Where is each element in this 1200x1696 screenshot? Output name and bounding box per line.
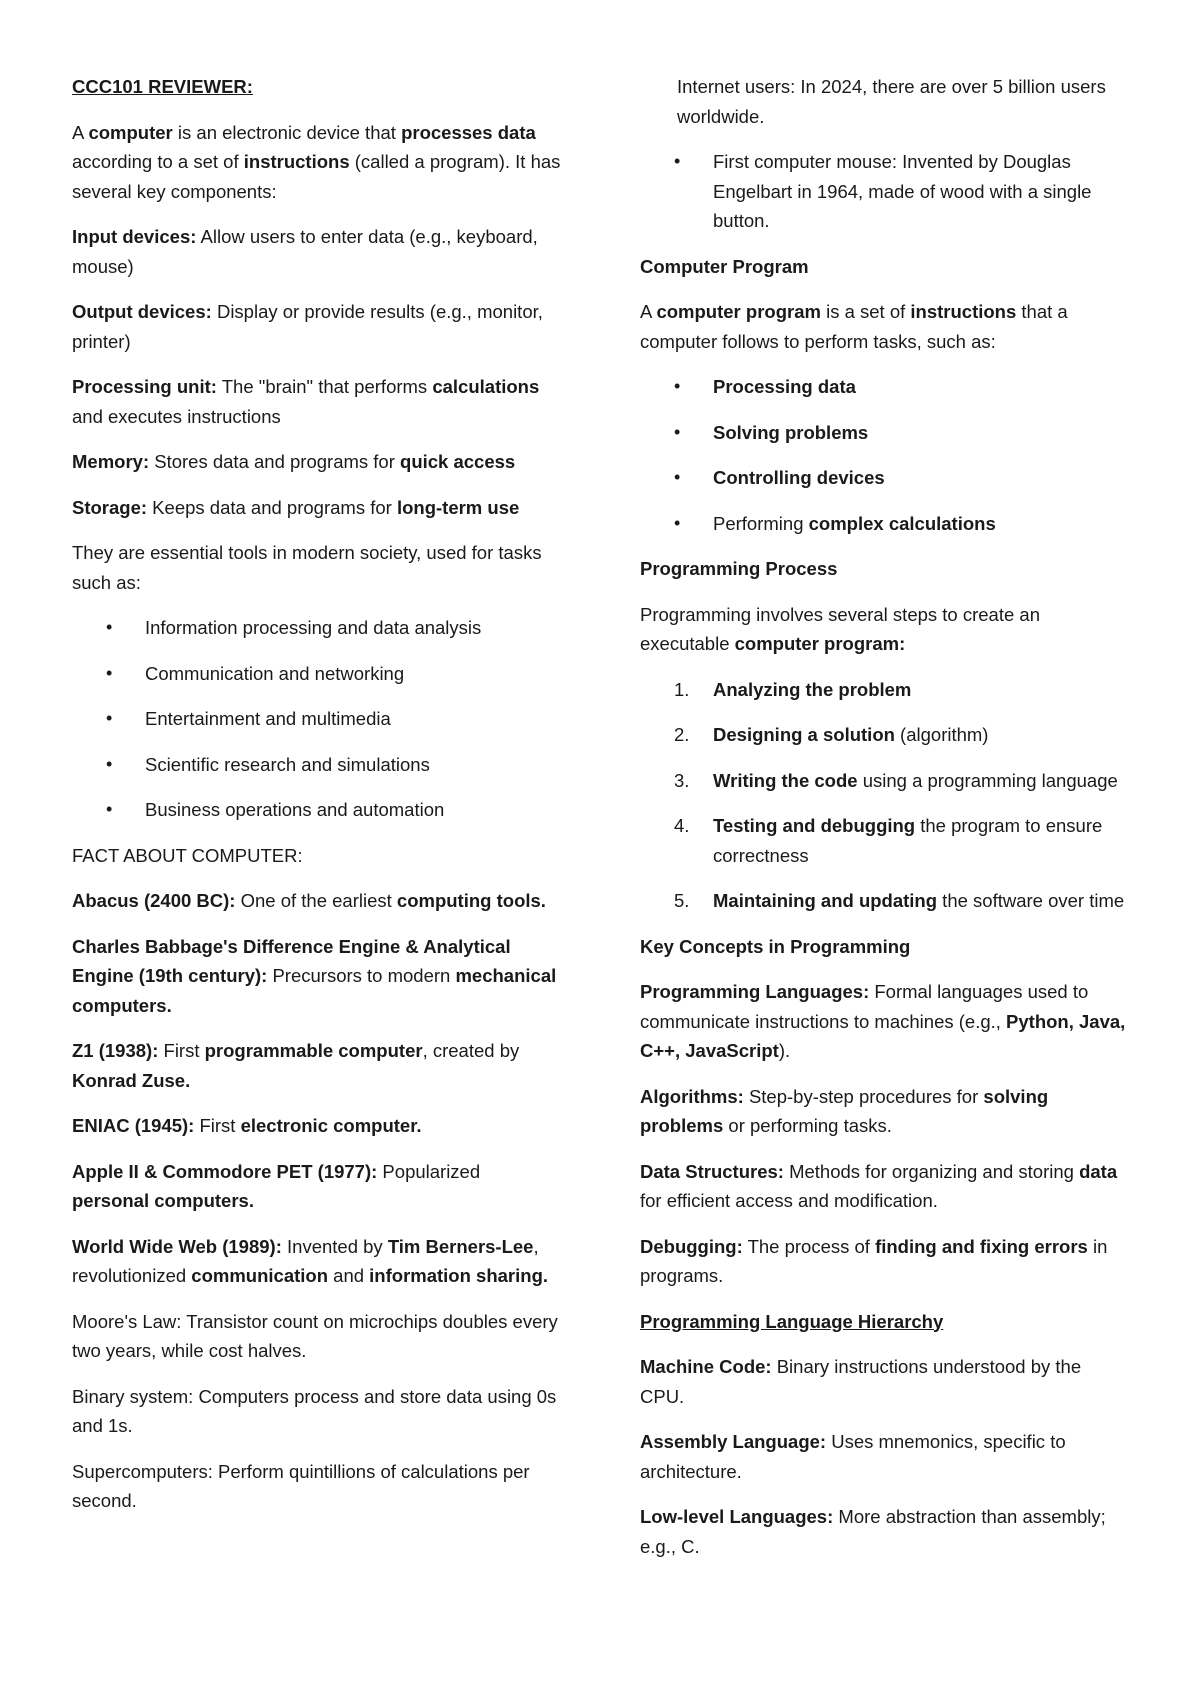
concept-text: Step-by-step procedures for	[743, 1085, 984, 1107]
hierarchy-desc: Binary instructions understood by the CPU.	[640, 1356, 1082, 1407]
fact-term: Charles Babbage's Difference Engine & Analytical Engine (19th century):	[72, 935, 511, 986]
fact-text: Precursors to modern	[267, 965, 456, 986]
list-item-text: Business operations and automation	[145, 799, 445, 820]
fact-internet: Internet users: In 2024, there are over 5 billion users worldwide.	[677, 76, 1106, 127]
step-bold: Writing the code	[713, 769, 858, 791]
list-item-text: Processing data	[713, 376, 856, 397]
fact-term: ENIAC (1945):	[72, 1115, 195, 1136]
step-text: using a programming language	[857, 769, 1118, 791]
hierarchy-term: Machine Code:	[640, 1356, 772, 1377]
list-item	[640, 372, 1130, 402]
fact-apple	[72, 1157, 562, 1216]
hierarchy-term: Assembly Language:	[640, 1431, 827, 1452]
list-item	[640, 886, 1130, 916]
component-desc: Allow users to enter data (e.g., keyboard, mouse)	[72, 226, 538, 277]
concept-data-structures	[640, 1157, 1130, 1216]
fact-bold: Tim Berners-Lee	[387, 1235, 534, 1257]
concept-bold: data	[1079, 1160, 1118, 1182]
concept-bold: solving problems	[640, 1085, 1049, 1136]
list-item-bold: complex calculations	[808, 512, 996, 534]
fact-binary: Binary system: Computers process and store data using 0s and 1s.	[72, 1385, 557, 1436]
fact-eniac	[72, 1111, 562, 1141]
fact-bold: personal computers.	[72, 1190, 254, 1211]
def-bold: computer program	[656, 301, 821, 322]
hierarchy-desc: More abstraction than assembly; e.g., C.	[640, 1506, 1106, 1557]
concept-term: Programming Languages:	[640, 981, 870, 1002]
fact-term: Abacus (2400 BC):	[72, 890, 236, 911]
title-text: CCC101 REVIEWER:	[72, 76, 253, 97]
component-term: Memory:	[72, 451, 150, 472]
intro-text: A	[72, 121, 89, 143]
list-item-text: Information processing and data analysis	[145, 617, 482, 638]
intro-text: according to a set of	[72, 151, 244, 172]
component-term: Output devices:	[72, 301, 212, 322]
fact-term: Apple II & Commodore PET (1977):	[72, 1160, 378, 1182]
step-number: 3.	[674, 769, 690, 791]
component-storage	[72, 493, 562, 523]
fact-mouse-list	[640, 147, 1130, 236]
step-bold: Analyzing the problem	[713, 678, 912, 700]
right-column	[640, 72, 1130, 1577]
heading-text: Programming Process	[640, 558, 838, 579]
list-item-text: Scientific research and simulations	[145, 753, 430, 775]
bullet-icon: •	[674, 467, 681, 487]
list-item	[72, 613, 562, 643]
list-item	[72, 659, 562, 689]
component-desc: Stores data and programs for	[149, 451, 401, 472]
uses-intro: They are essential tools in modern society, used for tasks such as:	[72, 542, 542, 593]
hierarchy-low-level	[640, 1502, 1130, 1561]
program-definition	[640, 297, 1130, 356]
section-heading-hierarchy	[640, 1307, 1130, 1337]
list-item-text: Solving problems	[713, 421, 869, 443]
bullet-icon: •	[674, 512, 681, 533]
def-text: that a computer follows to perform tasks, such as:	[640, 301, 1068, 352]
concept-text: Formal languages used to communicate instructions to machines (e.g.,	[640, 981, 1089, 1032]
list-item-text: Communication and networking	[145, 662, 405, 684]
fact-abacus	[72, 886, 562, 916]
list-item-text: Entertainment and multimedia	[145, 708, 391, 729]
component-term: Processing unit:	[72, 376, 217, 397]
component-desc: and executes instructions	[72, 405, 281, 427]
step-number: 4.	[674, 815, 690, 836]
bullet-icon: •	[674, 421, 681, 442]
concept-term: Data Structures:	[640, 1160, 784, 1182]
list-item-text: Controlling devices	[713, 467, 885, 488]
fact-www	[72, 1232, 562, 1291]
fact-text: , revolutionized	[72, 1235, 539, 1286]
fact-text: One of the earliest	[235, 890, 397, 911]
list-item	[640, 509, 1130, 539]
concept-text: ).	[778, 1040, 791, 1061]
bullet-icon: •	[106, 617, 113, 637]
step-text: the software over time	[937, 890, 1125, 911]
fact-text: Popularized	[377, 1160, 481, 1182]
intro-bold: processes data	[401, 121, 536, 143]
step-number: 1.	[674, 678, 690, 700]
step-bold: Designing a solution	[713, 724, 895, 745]
component-processing	[72, 372, 562, 431]
heading-text: Key Concepts in Programming	[640, 935, 911, 957]
heading-text: Computer Program	[640, 255, 809, 277]
def-text: is a set of	[820, 301, 911, 322]
process-intro-bold: computer program:	[734, 633, 906, 654]
step-text: the program to ensure correctness	[713, 815, 1103, 866]
intro-bold: computer	[88, 121, 173, 143]
fact-text: First	[158, 1040, 205, 1061]
concept-debugging	[640, 1232, 1130, 1291]
section-heading-process	[640, 554, 1130, 584]
fact-z1	[72, 1036, 562, 1095]
fact-bold: communication	[191, 1265, 329, 1286]
step-bold: Maintaining and updating	[713, 890, 938, 911]
component-term: Input devices:	[72, 226, 197, 247]
list-item-text: Performing	[713, 512, 809, 534]
step-number: 2.	[674, 724, 690, 745]
component-bold: quick access	[400, 451, 516, 472]
list-item	[640, 720, 1130, 750]
uses-list	[72, 613, 562, 825]
concept-bold: finding and fixing errors	[875, 1235, 1088, 1257]
list-item-text: First computer mouse: Invented by Douglas Engelbart in 1964, made of wood with a single button.	[713, 151, 1092, 231]
fact-babbage	[72, 932, 562, 1021]
component-desc: Keeps data and programs for	[147, 496, 397, 518]
list-item	[72, 795, 562, 825]
list-item	[640, 811, 1130, 870]
bullet-icon: •	[106, 753, 113, 774]
concept-text: or performing tasks.	[723, 1115, 892, 1136]
process-intro-text: Programming involves several steps to create an executable	[640, 603, 1040, 654]
list-item	[640, 766, 1130, 796]
section-heading-program	[640, 252, 1130, 282]
concept-text: for efficient access and modification.	[640, 1190, 938, 1211]
list-item	[72, 750, 562, 780]
list-item	[640, 418, 1130, 448]
fact-text: First	[194, 1115, 241, 1136]
hierarchy-desc: Uses mnemonics, specific to architecture.	[640, 1431, 1066, 1482]
component-term: Storage:	[72, 496, 148, 518]
intro-paragraph	[72, 118, 562, 207]
step-number: 5.	[674, 890, 690, 911]
list-item	[72, 704, 562, 734]
bullet-icon: •	[674, 151, 681, 171]
bullet-icon: •	[106, 662, 113, 683]
fact-bold: programmable computer	[204, 1040, 423, 1061]
fact-supercomputers: Supercomputers: Perform quintillions of calculations per second.	[72, 1460, 530, 1511]
list-item	[640, 675, 1130, 705]
process-steps-list	[640, 675, 1130, 916]
component-bold: long-term use	[396, 496, 520, 518]
left-column	[72, 72, 562, 1532]
section-heading-concepts	[640, 932, 1130, 962]
fact-bold: information sharing.	[369, 1265, 549, 1286]
component-bold: calculations	[432, 376, 540, 397]
hierarchy-term: Low-level Languages:	[640, 1506, 834, 1527]
process-intro	[640, 600, 1130, 659]
def-bold: instructions	[910, 301, 1017, 322]
fact-moore: Moore's Law: Transistor count on microchips doubles every two years, while cost halves.	[72, 1310, 558, 1361]
concept-text: The process of	[742, 1235, 876, 1257]
fact-bold: Konrad Zuse.	[72, 1069, 191, 1091]
fact-term: Z1 (1938):	[72, 1040, 159, 1061]
fact-text: , created by	[422, 1040, 520, 1061]
component-output	[72, 297, 562, 356]
bullet-icon: •	[106, 799, 113, 819]
list-item	[640, 147, 1130, 236]
concept-text: in programs.	[640, 1235, 1108, 1286]
component-memory	[72, 447, 562, 477]
hierarchy-assembly	[640, 1427, 1130, 1486]
intro-bold: instructions	[243, 151, 350, 172]
facts-heading: FACT ABOUT COMPUTER:	[72, 844, 303, 866]
fact-bold: mechanical computers.	[72, 965, 557, 1016]
fact-text: and	[328, 1265, 370, 1286]
intro-text: (called a program). It has several key components:	[72, 151, 561, 202]
heading-text: Programming Language Hierarchy	[640, 1310, 944, 1332]
document-title	[72, 72, 562, 102]
concept-term: Debugging:	[640, 1235, 743, 1257]
fact-text: Invented by	[281, 1235, 388, 1257]
bullet-icon: •	[106, 708, 113, 728]
program-tasks-list	[640, 372, 1130, 538]
concept-text: Methods for organizing and storing	[783, 1160, 1080, 1182]
intro-text: is an electronic device that	[172, 121, 402, 143]
def-text: A	[640, 301, 657, 322]
step-bold: Testing and debugging	[713, 815, 916, 836]
hierarchy-machine-code	[640, 1352, 1130, 1411]
component-desc: Display or provide results (e.g., monitor, printer)	[72, 301, 543, 352]
bullet-icon: •	[674, 376, 681, 396]
fact-bold: computing tools.	[396, 890, 546, 911]
concept-term: Algorithms:	[640, 1085, 744, 1107]
step-text: (algorithm)	[894, 724, 989, 745]
list-item	[640, 463, 1130, 493]
fact-term: World Wide Web (1989):	[72, 1235, 282, 1257]
component-desc: The "brain" that performs	[216, 376, 433, 397]
concept-algorithms	[640, 1082, 1130, 1141]
concept-bold: Python, Java, C++, JavaScript	[640, 1010, 1126, 1061]
concept-languages	[640, 977, 1130, 1066]
fact-bold: electronic computer.	[240, 1115, 422, 1136]
component-input	[72, 222, 562, 281]
